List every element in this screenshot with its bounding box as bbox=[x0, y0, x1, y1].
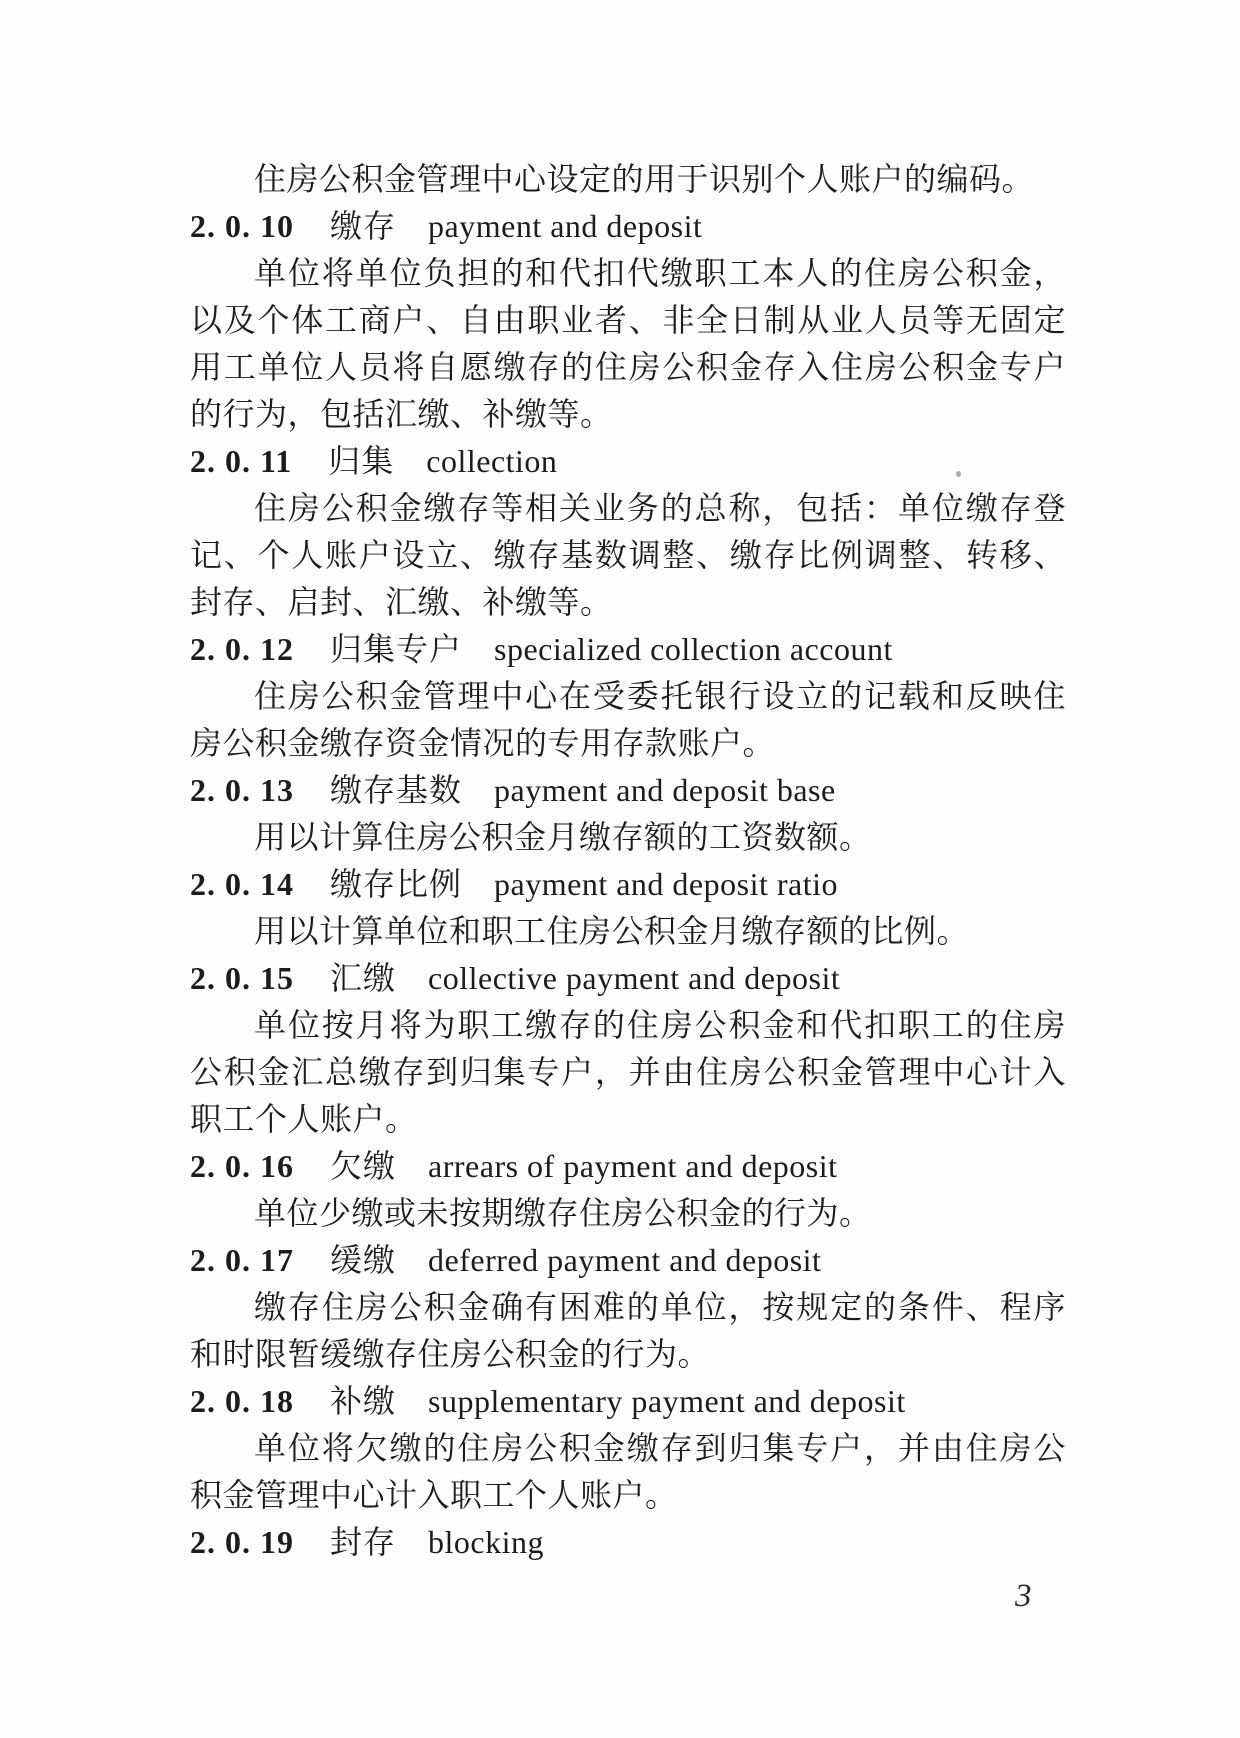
term-english: payment and deposit bbox=[428, 208, 703, 244]
term-english: collective payment and deposit bbox=[428, 960, 841, 996]
term-english: collection bbox=[426, 443, 558, 479]
term-number: 2. 0. 10 bbox=[190, 208, 294, 244]
term-definition: 用以计算单位和职工住房公积金月缴存额的比例。 bbox=[254, 913, 970, 949]
term-entry bbox=[190, 1378, 1066, 1519]
term-heading bbox=[190, 438, 1066, 485]
term-heading bbox=[190, 767, 1066, 814]
term-chinese: 归集专户 bbox=[330, 631, 463, 667]
term-number: 2. 0. 15 bbox=[190, 960, 294, 996]
term-heading bbox=[190, 1143, 1066, 1190]
term-chinese: 欠缴 bbox=[330, 1148, 397, 1184]
terminology-section bbox=[190, 156, 1066, 1566]
term-heading bbox=[190, 1237, 1066, 1284]
term-definition: 单位将欠缴的住房公积金缴存到归集专户，并由住房公积金管理中心计入职工个人账户。 bbox=[190, 1430, 1066, 1513]
term-definition: 住房公积金缴存等相关业务的总称，包括：单位缴存登记、个人账户设立、缴存基数调整、缴存比例调整、转移、封存、启封、汇缴、补缴等。 bbox=[190, 490, 1066, 620]
term-definition: 住房公积金管理中心在受委托银行设立的记载和反映住房公积金缴存资金情况的专用存款账户。 bbox=[190, 678, 1066, 761]
term-chinese: 缴存比例 bbox=[330, 866, 463, 902]
scan-artifact-dot bbox=[956, 471, 961, 477]
term-english: specialized collection account bbox=[494, 631, 893, 667]
term-entry bbox=[190, 203, 1066, 438]
term-entry bbox=[190, 1519, 1066, 1566]
term-chinese: 缴存基数 bbox=[330, 772, 463, 808]
term-heading bbox=[190, 861, 1066, 908]
term-number: 2. 0. 12 bbox=[190, 631, 294, 667]
term-entry bbox=[190, 861, 1066, 955]
term-number: 2. 0. 13 bbox=[190, 772, 294, 808]
term-entry bbox=[190, 626, 1066, 767]
definition-fragment: 住房公积金管理中心设定的用于识别个人账户的编码。 bbox=[254, 161, 1035, 197]
term-entry bbox=[190, 1237, 1066, 1378]
term-heading bbox=[190, 1519, 1066, 1566]
term-number: 2. 0. 11 bbox=[190, 443, 293, 479]
term-english: payment and deposit base bbox=[494, 772, 836, 808]
term-number: 2. 0. 18 bbox=[190, 1383, 294, 1419]
term-english: deferred payment and deposit bbox=[428, 1242, 822, 1278]
term-chinese: 缴存 bbox=[330, 208, 397, 244]
term-entry bbox=[190, 1143, 1066, 1237]
term-number: 2. 0. 14 bbox=[190, 866, 294, 902]
term-number: 2. 0. 19 bbox=[190, 1524, 294, 1560]
term-definition: 单位按月将为职工缴存的住房公积金和代扣职工的住房公积金汇总缴存到归集专户，并由住房公积金管理中心计入职工个人账户。 bbox=[190, 1007, 1066, 1137]
term-heading bbox=[190, 626, 1066, 673]
term-definition: 缴存住房公积金确有困难的单位，按规定的条件、程序和时限暂缓缴存住房公积金的行为。 bbox=[190, 1289, 1066, 1372]
term-definition: 单位少缴或未按期缴存住房公积金的行为。 bbox=[254, 1195, 872, 1231]
term-entry bbox=[190, 767, 1066, 861]
term-entry bbox=[190, 438, 1066, 626]
term-chinese: 归集 bbox=[328, 443, 395, 479]
term-english: supplementary payment and deposit bbox=[428, 1383, 906, 1419]
term-chinese: 封存 bbox=[330, 1524, 397, 1560]
term-chinese: 缓缴 bbox=[330, 1242, 397, 1278]
page-number: 3 bbox=[1015, 1578, 1032, 1614]
term-english: blocking bbox=[428, 1524, 544, 1560]
terminology-list bbox=[190, 203, 1066, 1566]
term-entry bbox=[190, 955, 1066, 1143]
term-number: 2. 0. 16 bbox=[190, 1148, 294, 1184]
term-definition: 单位将单位负担的和代扣代缴职工本人的住房公积金，以及个体工商户、自由职业者、非全日制从业人员等无固定用工单位人员将自愿缴存的住房公积金存入住房公积金专户的行为，包括汇缴、补缴等。 bbox=[190, 255, 1066, 432]
term-chinese: 汇缴 bbox=[330, 960, 397, 996]
term-definition: 用以计算住房公积金月缴存额的工资数额。 bbox=[254, 819, 872, 855]
term-chinese: 补缴 bbox=[330, 1383, 397, 1419]
term-heading bbox=[190, 203, 1066, 250]
term-english: payment and deposit ratio bbox=[494, 866, 838, 902]
term-heading bbox=[190, 955, 1066, 1002]
term-number: 2. 0. 17 bbox=[190, 1242, 294, 1278]
term-heading bbox=[190, 1378, 1066, 1425]
term-english: arrears of payment and deposit bbox=[428, 1148, 838, 1184]
